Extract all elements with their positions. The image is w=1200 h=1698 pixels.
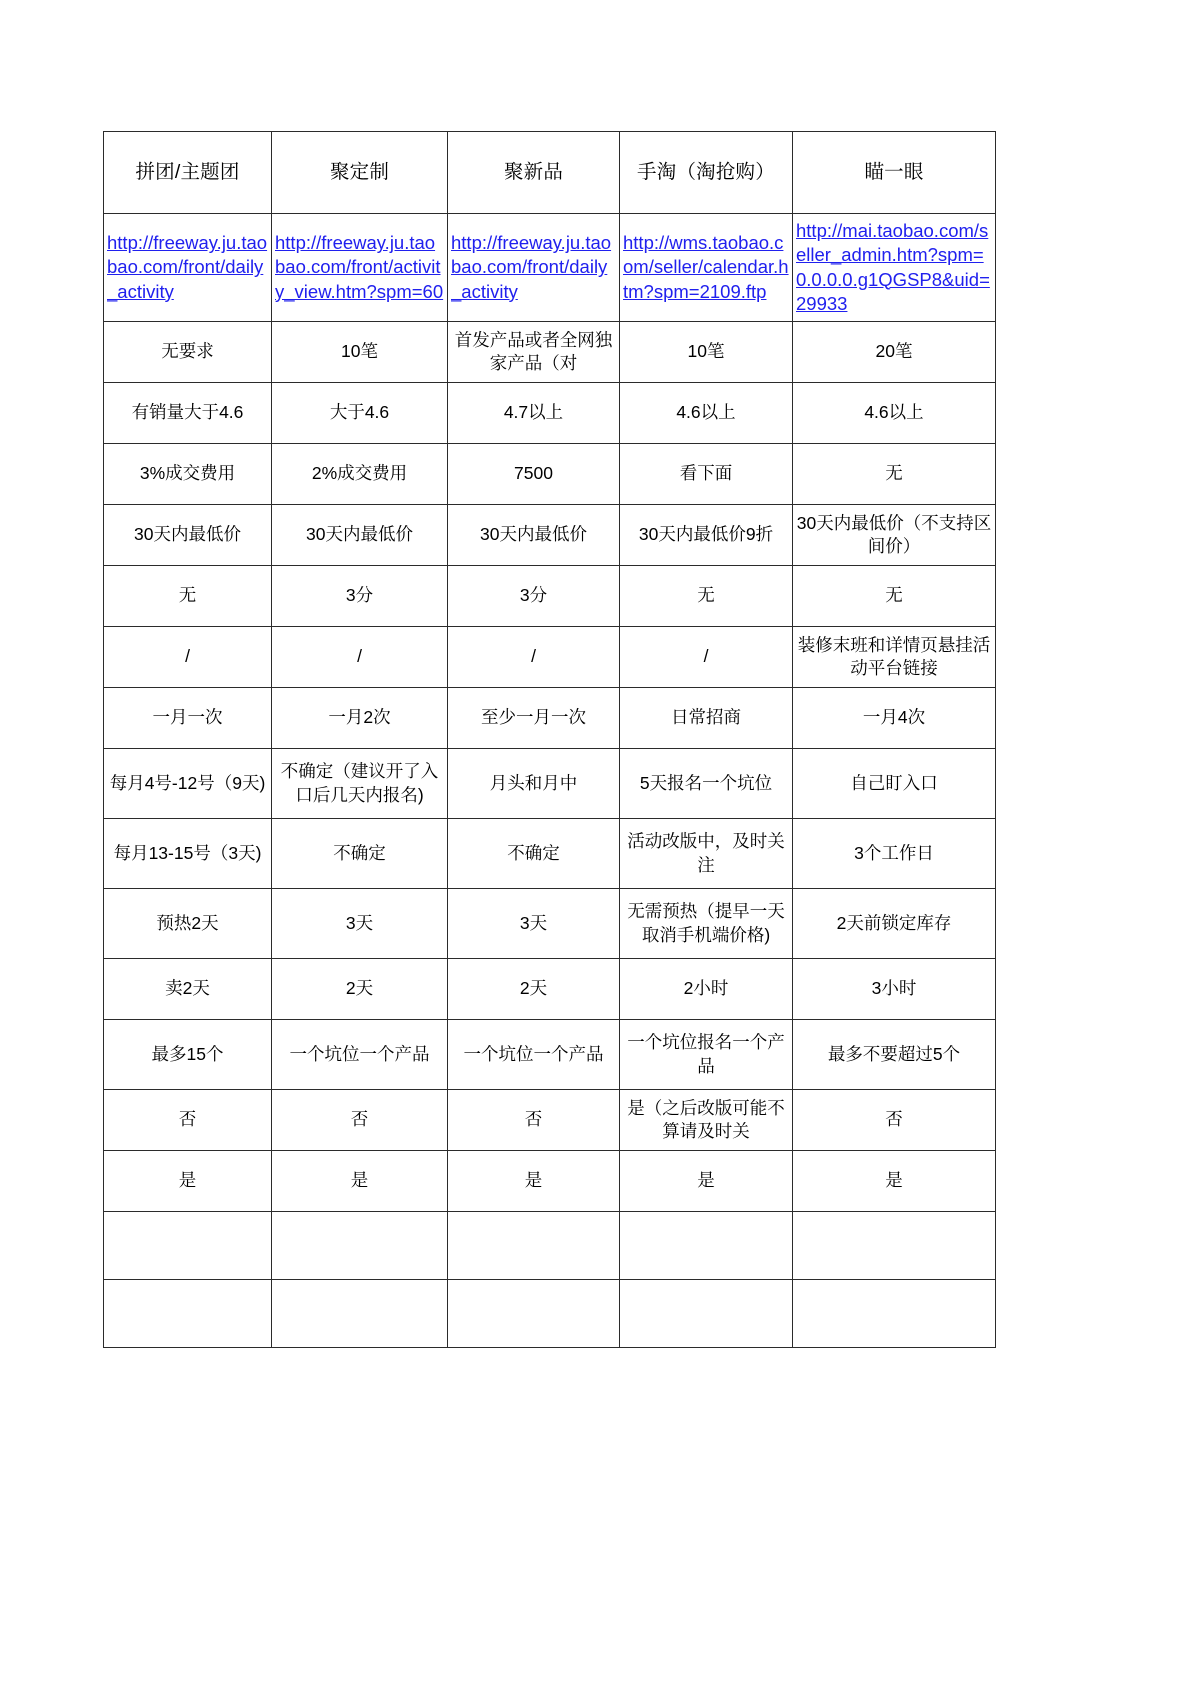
table-cell — [272, 322, 448, 383]
cell-text: 30天内最低价 — [134, 524, 241, 545]
cell-text: 3分 — [519, 585, 548, 606]
table-cell — [620, 749, 793, 819]
table-cell — [104, 819, 272, 889]
cell-text: 30天内最低价 — [480, 524, 587, 545]
hyperlink[interactable]: http://wms.taobao.com/seller/calendar.htm?spm=2109.ftp — [623, 232, 789, 302]
table-row — [104, 1090, 996, 1151]
cell-text: 7500 — [514, 463, 553, 484]
cell-text: 无 — [178, 585, 197, 606]
table-cell — [272, 889, 448, 959]
cell-text: 看下面 — [679, 463, 733, 484]
table-cell — [448, 889, 620, 959]
table-cell — [104, 383, 272, 444]
cell-text: / — [531, 646, 536, 667]
table-cell — [104, 1090, 272, 1151]
table-cell — [620, 1020, 793, 1090]
table-cell — [793, 383, 996, 444]
table-cell — [104, 627, 272, 688]
table-row — [104, 1280, 996, 1348]
cell-text: 无需预热（提早一天取消手机端价格) — [627, 901, 785, 945]
cell-text: 否 — [885, 1109, 903, 1130]
cell-text: 10笔 — [341, 341, 378, 362]
cell-text: 无 — [885, 585, 903, 606]
table-row — [104, 444, 996, 505]
cell-text: 首发产品或者全网独家产品（对 — [454, 329, 613, 373]
table-cell — [104, 889, 272, 959]
cell-text: 一个坑位一个产品 — [463, 1043, 604, 1064]
table-row — [104, 214, 996, 322]
table-row — [104, 322, 996, 383]
table-cell — [104, 322, 272, 383]
cell-text: 无要求 — [161, 341, 214, 362]
comparison-table — [103, 131, 996, 1348]
table-cell — [793, 1151, 996, 1212]
cell-text: 否 — [524, 1109, 543, 1130]
table-cell — [448, 1020, 620, 1090]
cell-text: 3分 — [345, 585, 374, 606]
table-cell — [104, 1151, 272, 1212]
cell-text: / — [185, 646, 190, 667]
hyperlink[interactable]: http://mai.taobao.com/seller_admin.htm?spm=0.0.0.0.g1QGSP8&uid=29933 — [796, 220, 990, 314]
table-row — [104, 1151, 996, 1212]
table-header-row — [104, 132, 996, 214]
table-cell — [272, 688, 448, 749]
cell-text: 2天 — [345, 978, 374, 999]
column-header-label: 手淘（淘抢购） — [637, 160, 775, 183]
cell-text: 2%成交费用 — [311, 463, 408, 484]
hyperlink[interactable]: http://freeway.ju.taobao.com/front/activity_view.htm?spm=60 — [275, 232, 444, 302]
hyperlink[interactable]: http://freeway.ju.taobao.com/front/daily_activity — [451, 232, 612, 302]
column-header-label: 聚新品 — [503, 160, 564, 183]
cell-text: 否 — [178, 1109, 197, 1130]
cell-text: 否 — [350, 1109, 369, 1130]
table-cell — [272, 383, 448, 444]
table-cell — [448, 1090, 620, 1151]
column-header-label: 瞄一眼 — [864, 160, 924, 183]
cell-text: 30天内最低价（不支持区间价） — [796, 512, 992, 556]
cell-text: 3天 — [519, 912, 548, 933]
table-cell-empty — [793, 1280, 996, 1348]
table-cell-url — [448, 214, 620, 322]
table-cell — [448, 819, 620, 889]
cell-text: 活动改版中，及时关注 — [627, 831, 785, 875]
cell-text: 装修末班和详情页悬挂活动平台链接 — [797, 634, 991, 678]
table-cell — [448, 688, 620, 749]
table-cell — [620, 627, 793, 688]
cell-text: 3%成交费用 — [139, 463, 236, 484]
cell-text: 2天前锁定库存 — [836, 912, 952, 933]
column-header-cell — [448, 132, 620, 214]
table-cell-url — [620, 214, 793, 322]
table-cell — [620, 819, 793, 889]
table-cell — [448, 322, 620, 383]
table-cell — [620, 383, 793, 444]
table-row — [104, 959, 996, 1020]
cell-text: 日常招商 — [671, 707, 741, 728]
table-cell — [104, 444, 272, 505]
table-cell-empty — [104, 1280, 272, 1348]
table-cell — [448, 959, 620, 1020]
table-cell — [272, 1090, 448, 1151]
cell-text: 是 — [350, 1170, 369, 1191]
table-cell — [448, 749, 620, 819]
table-row — [104, 1212, 996, 1280]
cell-text: 预热2天 — [156, 912, 219, 933]
table-cell — [272, 566, 448, 627]
table-cell — [448, 383, 620, 444]
cell-text: 是 — [697, 1170, 715, 1191]
cell-text: 一个坑位报名一个产品 — [627, 1032, 785, 1076]
cell-text: 不确定 — [333, 842, 386, 863]
table-cell — [793, 749, 996, 819]
column-header-cell — [620, 132, 793, 214]
table-cell-url — [272, 214, 448, 322]
table-cell — [793, 322, 996, 383]
cell-text: 有销量大于4.6 — [131, 402, 244, 423]
cell-text: 4.7以上 — [503, 402, 564, 423]
table-cell-empty — [272, 1212, 448, 1280]
cell-text: 4.6以上 — [864, 402, 924, 423]
table-cell — [448, 444, 620, 505]
cell-text: 10笔 — [687, 341, 725, 362]
table-cell — [104, 1020, 272, 1090]
table-cell — [793, 1020, 996, 1090]
table-cell — [620, 688, 793, 749]
cell-text: 无 — [697, 585, 715, 606]
table-cell-empty — [793, 1212, 996, 1280]
cell-text: 2小时 — [683, 978, 729, 999]
cell-text: 是（之后改版可能不算请及时关 — [627, 1097, 785, 1141]
cell-text: 大于4.6 — [329, 402, 390, 423]
table-cell — [620, 322, 793, 383]
table-row — [104, 383, 996, 444]
table-cell — [272, 627, 448, 688]
table-cell — [272, 819, 448, 889]
cell-text: 4.6以上 — [676, 402, 736, 423]
cell-text: 2天 — [519, 978, 548, 999]
table-cell-url — [104, 214, 272, 322]
table-row — [104, 749, 996, 819]
table-cell — [620, 505, 793, 566]
table-cell-empty — [620, 1280, 793, 1348]
cell-text: 最多15个 — [151, 1043, 224, 1064]
cell-text: 无 — [885, 463, 903, 484]
table-cell — [272, 749, 448, 819]
table-cell — [104, 505, 272, 566]
table-cell — [448, 1151, 620, 1212]
table-cell — [620, 959, 793, 1020]
cell-text: 是 — [524, 1170, 543, 1191]
table-cell — [104, 959, 272, 1020]
table-cell-empty — [272, 1280, 448, 1348]
cell-text: 一月2次 — [328, 707, 391, 728]
table-cell — [793, 444, 996, 505]
cell-text: 3个工作日 — [854, 842, 934, 863]
table-cell — [793, 688, 996, 749]
table-cell — [620, 1090, 793, 1151]
cell-text: 每月13-15号（3天) — [113, 842, 262, 863]
table-cell — [272, 505, 448, 566]
cell-text: 30天内最低价 — [306, 524, 413, 545]
hyperlink[interactable]: http://freeway.ju.taobao.com/front/daily_activity — [107, 232, 268, 302]
table-cell-empty — [448, 1280, 620, 1348]
column-header-label: 拼团/主题团 — [135, 160, 240, 183]
cell-text: 最多不要超过5个 — [827, 1043, 961, 1064]
table-cell-empty — [104, 1212, 272, 1280]
table-cell-url — [793, 214, 996, 322]
table-cell — [793, 627, 996, 688]
cell-text: 3天 — [345, 912, 374, 933]
cell-text: 一月一次 — [152, 707, 223, 728]
table-cell — [620, 566, 793, 627]
table-row — [104, 566, 996, 627]
table-cell — [104, 749, 272, 819]
cell-text: 不确定（建议开了入口后几天内报名) — [280, 761, 439, 805]
cell-text: 自己盯入口 — [850, 772, 938, 793]
table-cell — [448, 627, 620, 688]
cell-text: 20笔 — [875, 341, 913, 362]
table-cell — [793, 889, 996, 959]
cell-text: 一个坑位一个产品 — [289, 1043, 430, 1064]
cell-text: 至少一月一次 — [481, 707, 586, 728]
table-cell — [272, 1151, 448, 1212]
table-cell — [793, 819, 996, 889]
table-cell — [448, 566, 620, 627]
table-cell — [620, 889, 793, 959]
cell-text: 月头和月中 — [489, 772, 578, 793]
cell-text: 是 — [885, 1170, 903, 1191]
table-cell — [793, 505, 996, 566]
table-row — [104, 1020, 996, 1090]
cell-text: 5天报名一个坑位 — [639, 772, 773, 793]
table-cell-empty — [448, 1212, 620, 1280]
table-cell — [793, 959, 996, 1020]
table-row — [104, 819, 996, 889]
table-cell — [620, 444, 793, 505]
table-row — [104, 688, 996, 749]
table-cell — [620, 1151, 793, 1212]
comparison-table-wrapper — [103, 131, 995, 1348]
table-row — [104, 505, 996, 566]
table-cell — [272, 444, 448, 505]
table-cell — [448, 505, 620, 566]
column-header-cell — [272, 132, 448, 214]
cell-text: 是 — [178, 1170, 197, 1191]
table-cell — [793, 566, 996, 627]
column-header-cell — [793, 132, 996, 214]
column-header-label: 聚定制 — [329, 160, 390, 183]
table-cell — [272, 1020, 448, 1090]
cell-text: 不确定 — [507, 842, 560, 863]
cell-text: 30天内最低价9折 — [638, 524, 774, 545]
table-row — [104, 889, 996, 959]
table-cell — [793, 1090, 996, 1151]
table-row — [104, 627, 996, 688]
cell-text: / — [703, 646, 709, 667]
table-cell — [104, 566, 272, 627]
cell-text: 每月4号-12号（9天) — [109, 772, 266, 793]
cell-text: / — [357, 646, 362, 667]
cell-text: 卖2天 — [165, 978, 210, 999]
table-cell — [104, 688, 272, 749]
table-cell-empty — [620, 1212, 793, 1280]
table-cell — [272, 959, 448, 1020]
column-header-cell — [104, 132, 272, 214]
cell-text: 一月4次 — [862, 707, 926, 728]
cell-text: 3小时 — [871, 978, 917, 999]
